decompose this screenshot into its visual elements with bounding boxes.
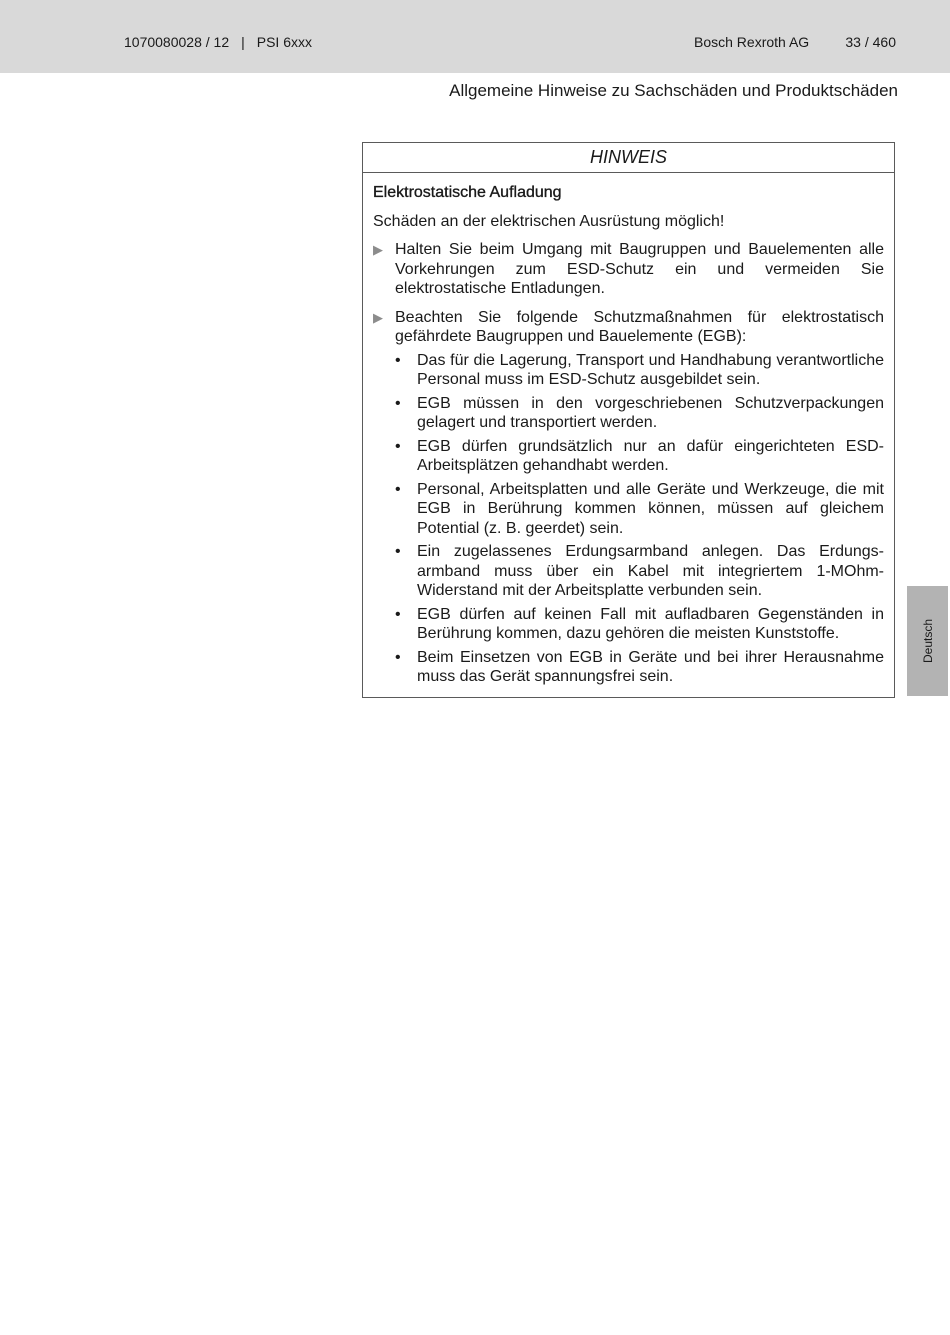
notice-body	[363, 183, 894, 687]
list-item-text: EGB dürfen grundsätzlich nur an dafür eingerichteten ESD-Arbeitsplätzen gehandhabt werden.	[417, 437, 884, 474]
notice-subject: Elektrostatische Aufladung	[373, 184, 562, 201]
list-item-text: Personal, Arbeitsplatten und alle Geräte und Werkzeuge, die mit EGB in Berührung kommen können, müssen auf gleichem Potential (z. B. geerdet) sein.	[417, 480, 884, 537]
list-item	[395, 605, 884, 644]
notice-signal-word: HINWEIS	[363, 143, 894, 173]
list-item-text: Beim Einsetzen von EGB in Geräte und bei ihrer Herausnahme muss das Gerät spannungsfrei sein.	[417, 648, 884, 685]
bullet-icon: •	[395, 437, 401, 455]
list-item-text: EGB müssen in den vorgeschriebenen Schutzverpackungen gelagert und transportiert werden.	[417, 394, 884, 431]
page-number: 33 / 460	[845, 34, 896, 50]
list-item	[395, 542, 884, 601]
list-item	[395, 351, 884, 390]
list-item	[395, 648, 884, 687]
page-header	[0, 0, 950, 73]
triangle-right-icon: ▶	[373, 309, 383, 325]
bullet-list	[395, 351, 884, 687]
header-doc-info	[124, 34, 312, 50]
notice-consequence: Schäden an der elektrischen Ausrüstung möglich!	[373, 212, 725, 230]
doc-number: 1070080028 / 12	[124, 34, 230, 50]
list-item	[395, 480, 884, 539]
list-item-text: EGB dürfen auf keinen Fall mit aufladbaren Gegenständen in Berührung kommen, dazu gehören die meisten Kunststoffe.	[417, 605, 884, 642]
bullet-icon: •	[395, 543, 401, 560]
action-item	[373, 308, 884, 687]
language-tab[interactable]	[907, 586, 948, 696]
language-tab-label: Deutsch	[920, 618, 935, 664]
action-text: Beachten Sie folgende Schutzmaßnahmen für elektrostatisch gefährdete Baugruppen und Bauelemente (EGB):	[395, 308, 884, 345]
bullet-icon: •	[395, 351, 401, 369]
notice-box	[362, 142, 895, 698]
company-name: Bosch Rexroth AG	[694, 34, 810, 50]
list-item	[395, 437, 884, 476]
action-text: Halten Sie beim Umgang mit Baugruppen und Bauelementen alle Vorkehrungen zum ESD-Schutz ein und vermeiden Sie elektrostatische Entladungen.	[395, 241, 884, 297]
list-item	[395, 394, 884, 433]
bullet-icon: •	[395, 605, 401, 623]
list-item-text: Das für die Lagerung, Transport und Handhabung verantwortliche Personal muss im ESD-Schutz ausgebildet sein.	[417, 351, 884, 388]
bullet-icon: •	[395, 480, 401, 498]
triangle-right-icon: ▶	[373, 242, 383, 257]
action-item	[373, 240, 884, 299]
bullet-icon: •	[395, 394, 401, 412]
header-separator: |	[241, 34, 245, 50]
product-name: PSI 6xxx	[256, 34, 312, 50]
section-title: Allgemeine Hinweise zu Sachschäden und Produktschäden	[449, 81, 898, 100]
list-item-text: Ein zugelassenes Erdungsarmband anlegen. Das Erdungsarmband muss über ein Kabel mit integriertem 1-MOhm-Widerstand mit der Arbeitsplatte verbunden sein.	[417, 543, 884, 599]
bullet-icon: •	[395, 648, 401, 666]
